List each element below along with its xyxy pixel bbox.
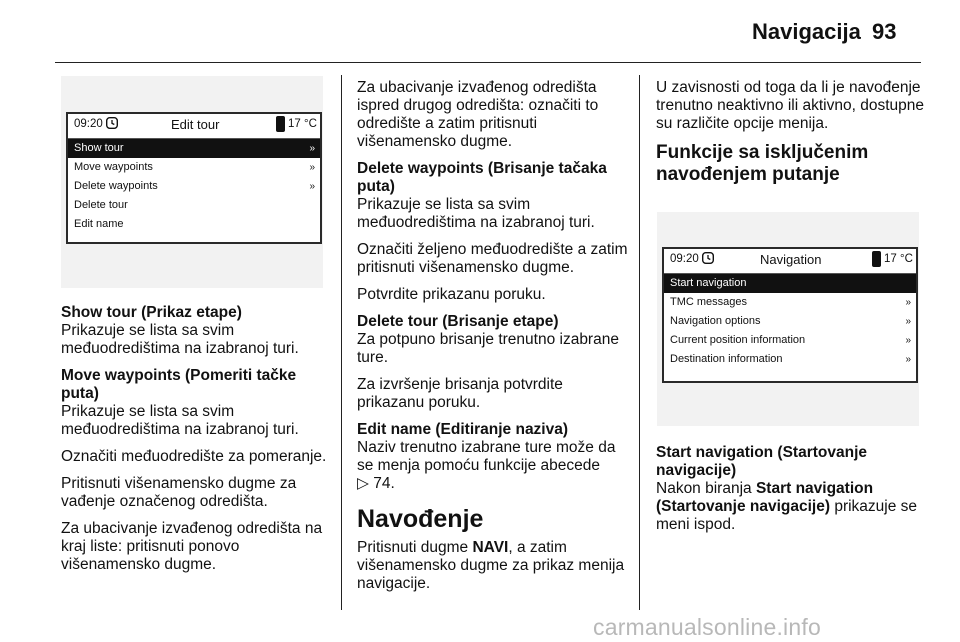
column-3-lower (656, 444, 928, 543)
heading-edit-name: Edit name (Editiranje naziva) (357, 421, 569, 438)
heading-move-waypoints: Move waypoints (Pomeriti tačke puta) (61, 367, 297, 402)
menu-item-delete-waypoints[interactable] (68, 177, 320, 196)
menu-item-start-navigation[interactable] (664, 274, 916, 293)
text-move-2: Označiti međuodredište za pomeranje. (61, 448, 327, 465)
screen2-temperature: 17 °C (884, 253, 913, 265)
heading-delete-waypoints: Delete waypoints (Brisanje tačaka puta) (357, 160, 607, 195)
heading-delete-tour: Delete tour (Brisanje etape) (357, 313, 559, 330)
chevron-right-icon: » (905, 354, 911, 365)
chevron-right-icon: » (309, 181, 315, 192)
page-header-title: Navigacija (752, 19, 861, 44)
edit-tour-screen (66, 112, 322, 244)
screen1-statusbar (68, 114, 320, 139)
text-move-3: Pritisnuti višenamensko dugme za vađenje označenog odredišta. (61, 475, 297, 510)
chevron-right-icon: » (309, 143, 315, 154)
text-insert: Za ubacivanje izvađenog odredišta ispred drugog odredišta: označiti to odredište a zatim pritisnuti višenamensko dugme. (357, 79, 599, 150)
menu-item-label: Delete waypoints (74, 180, 158, 192)
thermometer-icon (872, 251, 881, 267)
menu-item-label: Delete tour (74, 199, 128, 211)
heading-functions-off: Funkcije sa isključenim navođenjem putanje (656, 142, 869, 185)
menu-item-navigation-options[interactable] (664, 312, 916, 331)
menu-item-show-tour[interactable] (68, 139, 320, 158)
column-divider-2 (639, 75, 640, 610)
navigation-screen (662, 247, 918, 383)
section-title-navodjenje: Navođenje (357, 505, 484, 533)
menu-item-label: Navigation options (670, 315, 761, 327)
text-start-b: Start navigation (Startovanje navigacije) (656, 480, 874, 515)
text-start-navigation (656, 480, 928, 534)
column-2 (357, 79, 629, 602)
screen2-title: Navigation (760, 252, 822, 267)
menu-item-label: Current position information (670, 334, 806, 346)
text-deltour-2: Za izvršenje brisanja potvrdite prikazanu poruku. (357, 376, 563, 411)
clock-icon (702, 252, 714, 264)
screen1-title: Edit tour (171, 117, 220, 132)
page-number: 93 (872, 19, 897, 44)
screen1-temperature: 17 °C (288, 118, 317, 130)
chevron-right-icon: » (905, 297, 911, 308)
text-delwp-3: Potvrdite prikazanu poruku. (357, 286, 546, 303)
watermark: carmanualsonline.info (593, 614, 821, 640)
heading-start-navigation: Start navigation (Startovanje navigacije) (656, 444, 868, 479)
text-navodjenje (357, 539, 629, 593)
screen2-time: 09:20 (670, 253, 699, 265)
text-start-a: Nakon biranja (656, 480, 756, 497)
page-ref-arrow-icon: ▷ (357, 475, 369, 492)
chevron-right-icon: » (905, 335, 911, 346)
menu-item-move-waypoints[interactable] (68, 158, 320, 177)
thermometer-icon (276, 116, 285, 132)
menu-item-label: Move waypoints (74, 161, 153, 173)
text-edit: Naziv trenutno izabrane ture može da se menja pomoću funkcije abecede (357, 439, 616, 474)
text-show-tour: Prikazuje se lista sa svim međuodredištima na izabranoj turi. (61, 322, 299, 357)
column-1 (61, 304, 333, 583)
menu-item-delete-tour[interactable] (68, 196, 320, 215)
menu-item-label: Show tour (74, 142, 124, 154)
menu-item-tmc-messages[interactable] (664, 293, 916, 312)
menu-item-label: TMC messages (670, 296, 748, 308)
menu-item-label: Edit name (74, 218, 124, 230)
text-delwp-1: Prikazuje se lista sa svim međuodredištima na izabranoj turi. (357, 196, 595, 231)
text-delwp-2: Označiti željeno međuodredište a zatim pritisnuti višenamensko dugme. (357, 241, 628, 276)
heading-show-tour: Show tour (Prikaz etape) (61, 304, 242, 321)
text-move-1: Prikazuje se lista sa svim međuodredištima na izabranoj turi. (61, 403, 299, 438)
page-ref-number: 74. (373, 475, 395, 492)
text-move-4: Za ubacivanje izvađenog odredišta na kraj liste: pritisnuti ponovo višenamensko dugme. (61, 520, 323, 573)
column-3 (656, 79, 928, 196)
menu-item-edit-name[interactable] (68, 215, 320, 234)
navi-key-label: NAVI (472, 539, 509, 556)
menu-item-label: Start navigation (670, 277, 747, 289)
header-rule (55, 62, 921, 63)
text-intro: U zavisnosti od toga da li je navođenje trenutno neaktivno ili aktivno, dostupne su različite opcije menija. (656, 79, 924, 132)
chevron-right-icon: » (905, 316, 911, 327)
text-start-c: prikazuje se meni ispod. (656, 498, 918, 533)
column-divider-1 (341, 75, 342, 610)
screen1-time: 09:20 (74, 118, 103, 130)
menu-item-destination-info[interactable] (664, 350, 916, 369)
chevron-right-icon: » (309, 162, 315, 173)
screen2-statusbar (664, 249, 916, 274)
text-deltour-1: Za potpuno brisanje trenutno izabrane ture. (357, 331, 619, 366)
clock-icon (106, 117, 118, 129)
page-reference[interactable] (357, 475, 629, 493)
text-nav-c: , a zatim višenamensko dugme za prikaz menija navigacije. (357, 539, 625, 592)
menu-item-current-position[interactable] (664, 331, 916, 350)
text-nav-a: Pritisnuti dugme (357, 539, 473, 556)
menu-item-label: Destination information (670, 353, 783, 365)
